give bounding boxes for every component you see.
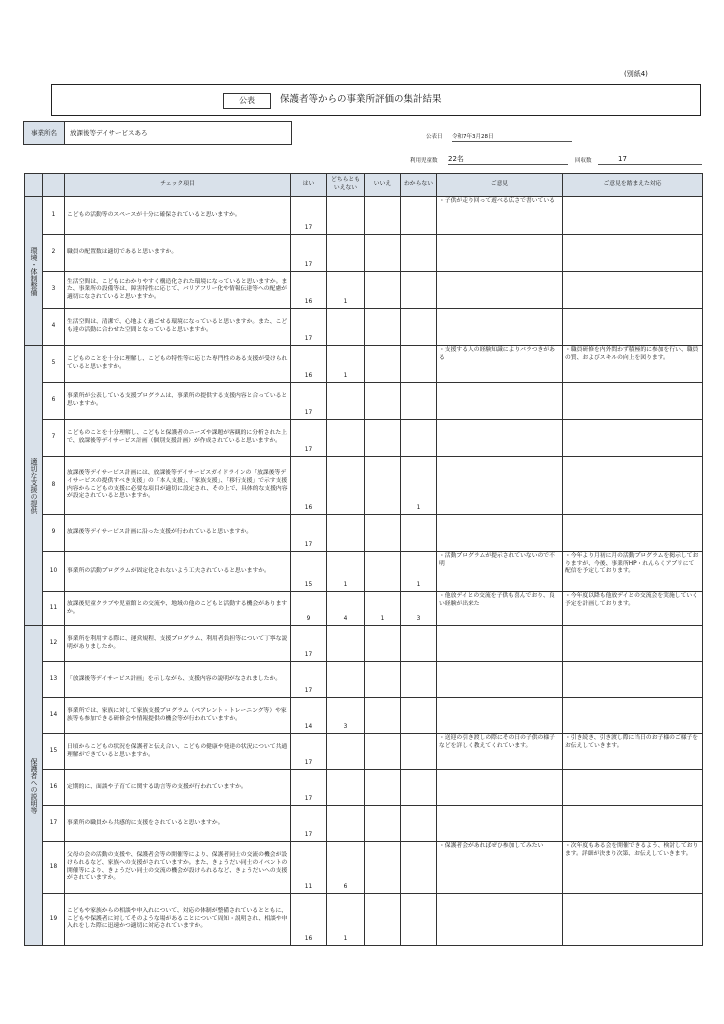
question: 父母の会の活動の支援や、保護者会等の開催等により、保護者同士の交流の機会が設けられるなど、家族への支援がされていますか。また、きょうだい同士のイベントの開催等により、きょうだい同士の交流の機会が設けられるなど、きょうだいへの支援がされていますか。 [65,842,291,894]
facility-label: 事業所名 [24,122,65,144]
response [563,662,703,698]
neutral-count [327,734,365,770]
yes-count: 15 [291,552,327,592]
facility-name: 放課後等デイサービスあろ [70,129,148,137]
response [563,698,703,734]
evaluation-table [24,173,703,946]
response: ・職員研修を内外問わず積極的に参加を行い、職員の質、およびスキルの向上を図ります。 [563,346,703,383]
question: 事業所が公表している支援プログラムは、事業所の提供する支援内容と合っていると思いますか。 [65,383,291,420]
unknown-count [401,383,437,420]
neutral-count [327,770,365,806]
opinion [437,457,563,515]
category-cell [25,197,43,346]
response [563,235,703,272]
question: 事業所では、家族に対して家族支援プログラム（ペアレント・トレーニング等）や家族等も参加できる研修会や情報提供の機会等が行われていますか。 [65,698,291,734]
no-count [365,770,401,806]
neutral-count [327,235,365,272]
response: ・引き続き、引き渡し際に当日のお子様のご様子をお伝えしていきます。 [563,734,703,770]
row-number: 13 [43,662,65,698]
table-row [25,457,703,515]
publish-date-value: 令和7年3月28日 [452,133,572,142]
neutral-count [327,515,365,552]
no-count [365,235,401,272]
unknown-count [401,734,437,770]
row-number: 17 [43,806,65,842]
row-number: 19 [43,894,65,946]
opinion [437,626,563,662]
yes-count: 17 [291,806,327,842]
question: 職員の配置数は適切であると思いますか。 [65,235,291,272]
response [563,383,703,420]
row-number: 4 [43,309,65,346]
facility-box [23,121,292,145]
response [563,272,703,309]
neutral-count: 6 [327,842,365,894]
neutral-count [327,383,365,420]
neutral-count [327,806,365,842]
unknown-count [401,309,437,346]
category-label: 適切な支援の提供 [30,457,38,514]
table-row [25,894,703,946]
table-row [25,515,703,552]
row-number: 6 [43,383,65,420]
yes-count: 16 [291,346,327,383]
header-response: ご意見を踏まえた対応 [563,174,703,197]
question: 「放課後等デイサービス計画」を示しながら、支援内容の説明がなされましたか。 [65,662,291,698]
neutral-count: 1 [327,272,365,309]
header-check: チェック項目 [65,174,291,197]
unknown-count [401,197,437,235]
unknown-count: 3 [401,592,437,626]
unknown-count [401,806,437,842]
yes-count: 17 [291,383,327,420]
opinion [437,383,563,420]
question: 放課後等デイサービス計画に沿った支援が行われていると思いますか。 [65,515,291,552]
opinion [437,515,563,552]
no-count [365,626,401,662]
table-row [25,552,703,592]
question: 生活空間は、清潔で、心地よく過ごせる環境になっていると思いますか。また、こども達の活動に合わせた空間となっていると思いますか。 [65,309,291,346]
table-row [25,272,703,309]
yes-count: 17 [291,734,327,770]
table-row [25,420,703,457]
no-count [365,272,401,309]
opinion: ・支援する人の経験知識によりバラつきがある [437,346,563,383]
opinion [437,806,563,842]
unknown-count [401,698,437,734]
category-label: 保護者への説明等 [30,757,38,814]
unknown-count [401,894,437,946]
unknown-count [401,272,437,309]
response [563,626,703,662]
opinion [437,698,563,734]
yes-count: 17 [291,309,327,346]
row-number: 15 [43,734,65,770]
response [563,515,703,552]
response [563,197,703,235]
opinion: ・活動プログラムが提示されていないので不明 [437,552,563,592]
yes-count: 17 [291,197,327,235]
neutral-count: 1 [327,552,365,592]
row-number: 16 [43,770,65,806]
yes-count: 11 [291,842,327,894]
table-row [25,592,703,626]
response [563,420,703,457]
neutral-count [327,197,365,235]
appendix-label: (別紙4) [624,70,648,78]
yes-count: 17 [291,235,327,272]
neutral-count: 4 [327,592,365,626]
no-count [365,383,401,420]
opinion: ・送迎の引き渡しの際にその日の子供の様子などを詳しく教えてくれています。 [437,734,563,770]
table-row [25,662,703,698]
no-count [365,734,401,770]
row-number: 3 [43,272,65,309]
unknown-count [401,842,437,894]
title-box [51,84,701,116]
row-number: 8 [43,457,65,515]
response: ・今年より月初に月の活動プログラムを掲示しておりますが、今後、事業所HP・れんらくアプリにて配信を予定しております。 [563,552,703,592]
yes-count: 14 [291,698,327,734]
yes-count: 16 [291,457,327,515]
unknown-count [401,770,437,806]
no-count [365,806,401,842]
no-count [365,309,401,346]
row-number: 10 [43,552,65,592]
table-row [25,626,703,662]
unknown-count: 1 [401,457,437,515]
header-spacer [25,174,43,197]
question: こどものことを十分理解し、こどもと保護者のニーズや課題が客観的に分析された上で、放課後等デイサービス計画（個別支援計画）が作成されていると思いますか。 [65,420,291,457]
yes-count: 17 [291,515,327,552]
question: 放課後児童クラブや児童館との交流や、地域の他のこどもと活動する機会がありますか。 [65,592,291,626]
question: 事業所の活動プログラムが固定化されないよう工夫されていると思いますか。 [65,552,291,592]
users-value: 22名 [448,155,568,165]
no-count [365,420,401,457]
yes-count: 17 [291,770,327,806]
unknown-count [401,346,437,383]
table-row [25,698,703,734]
neutral-count [327,626,365,662]
neutral-count [327,420,365,457]
opinion [437,770,563,806]
no-count [365,515,401,552]
response [563,457,703,515]
neutral-count: 1 [327,894,365,946]
opinion: ・他放デイとの交流を子供も喜んでおり、良い経験が出来た [437,592,563,626]
publish-tag: 公表 [223,93,271,109]
no-count [365,346,401,383]
question: 生活空間は、こどもにわかりやすく構造化された環境になっていると思いますか。また、事業所の設備等は、障害特性に応じて、バリアフリー化や情報伝達等への配慮が適切になされていると思いますか。 [65,272,291,309]
opinion [437,272,563,309]
no-count [365,197,401,235]
publish-date-label: 公表日 [426,134,443,140]
table-row [25,346,703,383]
opinion: ・保護者会があればぜひ参加してみたい [437,842,563,894]
row-number: 12 [43,626,65,662]
unknown-count: 1 [401,552,437,592]
yes-count: 9 [291,592,327,626]
users-label: 利用児童数 [410,158,438,164]
question: 日頃からこどもの状況を保護者と伝え合い、こどもの健康や発達の状況について共通理解ができていると思いますか。 [65,734,291,770]
response [563,894,703,946]
no-count: 1 [365,592,401,626]
no-count [365,662,401,698]
row-number: 9 [43,515,65,552]
no-count [365,457,401,515]
header-no: いいえ [365,174,401,197]
header-unknown: わからない [401,174,437,197]
table-row [25,235,703,272]
unknown-count [401,420,437,457]
opinion [437,420,563,457]
row-number: 18 [43,842,65,894]
no-count [365,894,401,946]
category-label: 環境・体制整備 [30,246,38,296]
table-header [25,174,703,197]
row-number: 2 [43,235,65,272]
row-number: 14 [43,698,65,734]
opinion [437,235,563,272]
header-number [43,174,65,197]
opinion [437,662,563,698]
table-row [25,383,703,420]
yes-count: 17 [291,626,327,662]
category-cell [25,346,43,626]
table-row [25,197,703,235]
table-row [25,806,703,842]
unknown-count [401,626,437,662]
no-count [365,842,401,894]
response: ・今年度以降も他放デイとの交流会を実施していく予定を計画しております。 [563,592,703,626]
no-count [365,698,401,734]
category-cell [25,626,43,946]
row-number: 1 [43,197,65,235]
responses-label: 回収数 [575,158,592,164]
header-opinion: ご意見 [437,174,563,197]
row-number: 5 [43,346,65,383]
row-number: 7 [43,420,65,457]
unknown-count [401,662,437,698]
row-number: 11 [43,592,65,626]
yes-count: 16 [291,894,327,946]
table-row [25,734,703,770]
question: こどもや家族からの相談や申入れについて、対応の体制が整備されているとともに、こどもや保護者に対してそのような場があることについて周知・説明され、相談や申入れをした際に迅速かつ適切に対応されていますか。 [65,894,291,946]
table-row [25,770,703,806]
neutral-count [327,457,365,515]
response: ・次年度もある会を開催できるよう、検討しております。詳細が決まり次第、お伝えしていきます。 [563,842,703,894]
unknown-count [401,515,437,552]
table-row [25,309,703,346]
question: 事業所を利用する際に、運営規程、支援プログラム、利用者負担等について丁寧な説明がありましたか。 [65,626,291,662]
neutral-count: 3 [327,698,365,734]
yes-count: 17 [291,662,327,698]
neutral-count [327,662,365,698]
question: 放課後等デイサービス計画には、放課後等デイサービスガイドラインの「放課後等デイサービスの提供すべき支援」の「本人支援」、「家族支援」、「移行支援」で示す支援内容からこどもの支援に必要な項目が適切に設定され、その上で、具体的な支援内容が設定されていると思いますか。 [65,457,291,515]
page-title: 保護者等からの事業所評価の集計結果 [280,94,442,105]
no-count [365,552,401,592]
opinion [437,309,563,346]
question: こどものことを十分に理解し、こどもの特性等に応じた専門性のある支援が受けられていると思いますか。 [65,346,291,383]
header-neutral: どちらともいえない [327,174,365,197]
yes-count: 16 [291,272,327,309]
table-row [25,842,703,894]
question: 定期的に、面談や子育てに関する助言等の支援が行われていますか。 [65,770,291,806]
question: こどもの活動等のスペースが十分に確保されていると思いますか。 [65,197,291,235]
opinion: ・子供が走り回って遊べる広さで書いている [437,197,563,235]
neutral-count [327,309,365,346]
header-yes: はい [291,174,327,197]
question: 事業所の職員から共感的に支援をされていると思いますか。 [65,806,291,842]
response [563,806,703,842]
responses-value: 17 [598,155,702,165]
opinion [437,894,563,946]
response [563,770,703,806]
yes-count: 17 [291,420,327,457]
unknown-count [401,235,437,272]
neutral-count: 1 [327,346,365,383]
response [563,309,703,346]
